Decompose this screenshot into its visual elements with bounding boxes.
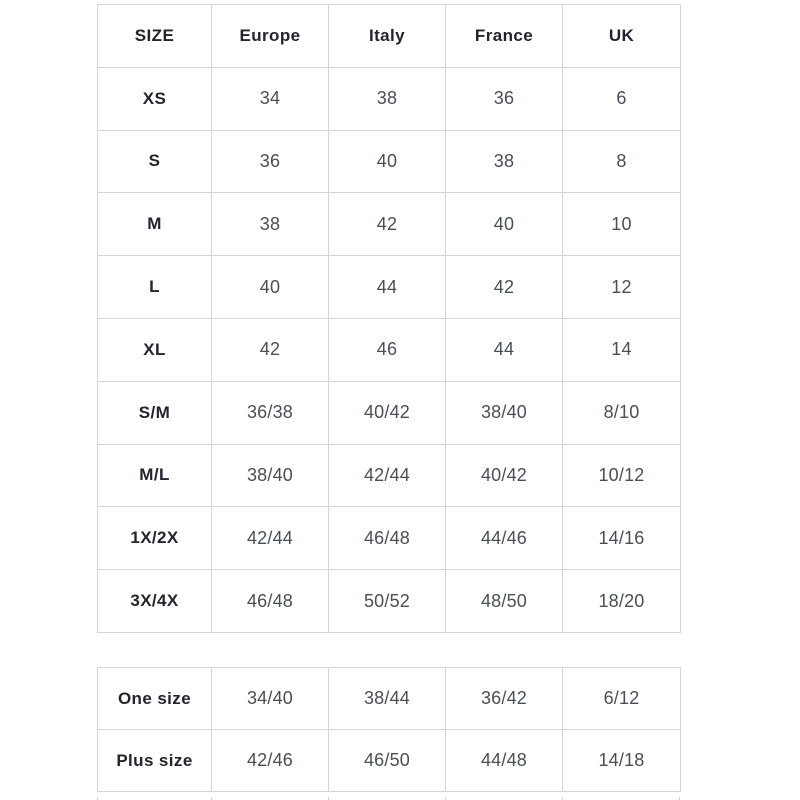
size-value-cell: 42/46 [212,730,329,792]
size-value-cell: 38/44 [329,668,446,730]
size-value-cell: 36 [446,67,563,130]
size-value-cell: 10/12 [563,444,681,507]
size-label-cell: 1X/2X [98,507,212,570]
table-row [98,67,681,130]
size-value-cell: 46/50 [329,730,446,792]
size-value-cell: 8/10 [563,381,681,444]
size-label-cell: M/L [98,444,212,507]
size-value-cell: 44/46 [446,507,563,570]
size-value-cell: 48/50 [446,570,563,633]
column-header-italy: Italy [329,5,446,68]
table-row [98,193,681,256]
size-value-cell: 34/40 [212,668,329,730]
table-row [98,444,681,507]
size-value-cell: 36 [212,130,329,193]
size-value-cell: 42 [212,318,329,381]
size-value-cell: 44 [446,318,563,381]
table-row [98,668,681,730]
size-value-cell: 6/12 [563,668,681,730]
size-value-cell: 38 [212,193,329,256]
column-header-europe: Europe [212,5,329,68]
size-value-cell: 44/48 [446,730,563,792]
table-row [98,318,681,381]
size-value-cell: 34 [212,67,329,130]
size-label-cell: S/M [98,381,212,444]
size-value-cell: 6 [563,67,681,130]
size-value-cell: 46/48 [212,570,329,633]
size-value-cell: 10 [563,193,681,256]
table-row [98,570,681,633]
table-row [98,730,681,792]
header-row [98,5,681,68]
size-value-cell: 38/40 [212,444,329,507]
size-value-cell: 46/48 [329,507,446,570]
size-value-cell: 42/44 [329,444,446,507]
special-sizes-table [97,667,681,792]
size-label-cell: L [98,256,212,319]
size-value-cell: 42 [446,256,563,319]
size-value-cell: 36/42 [446,668,563,730]
size-value-cell: 14/18 [563,730,681,792]
size-label-cell: XS [98,67,212,130]
size-value-cell: 40/42 [446,444,563,507]
column-header-france: France [446,5,563,68]
size-value-cell: 46 [329,318,446,381]
table-row [98,256,681,319]
column-header-size: SIZE [98,5,212,68]
size-value-cell: 50/52 [329,570,446,633]
size-value-cell: 44 [329,256,446,319]
size-label-cell: Plus size [98,730,212,792]
size-label-cell: One size [98,668,212,730]
size-value-cell: 42/44 [212,507,329,570]
size-value-cell: 36/38 [212,381,329,444]
size-value-cell: 40 [212,256,329,319]
size-label-cell: XL [98,318,212,381]
table-row [98,130,681,193]
size-value-cell: 14 [563,318,681,381]
size-value-cell: 14/16 [563,507,681,570]
table-row [98,381,681,444]
size-label-cell: M [98,193,212,256]
size-value-cell: 40 [329,130,446,193]
size-value-cell: 38 [329,67,446,130]
column-header-uk: UK [563,5,681,68]
size-label-cell: 3X/4X [98,570,212,633]
size-value-cell: 38 [446,130,563,193]
size-value-cell: 18/20 [563,570,681,633]
size-value-cell: 8 [563,130,681,193]
size-conversion-table [97,4,681,633]
size-value-cell: 12 [563,256,681,319]
table-row [98,507,681,570]
size-value-cell: 40/42 [329,381,446,444]
size-value-cell: 40 [446,193,563,256]
size-value-cell: 42 [329,193,446,256]
size-label-cell: S [98,130,212,193]
size-value-cell: 38/40 [446,381,563,444]
